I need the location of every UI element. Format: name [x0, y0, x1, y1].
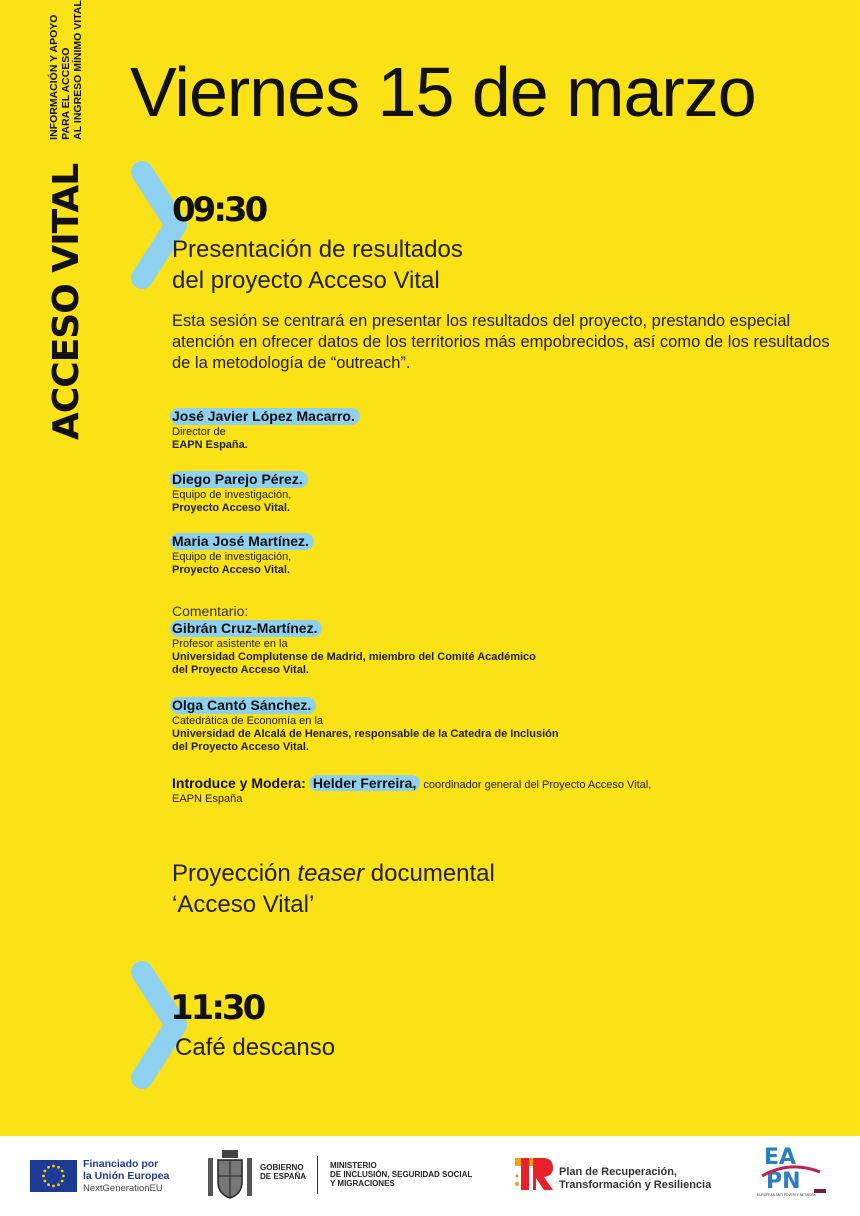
commenter-role: Catedrática de Economía en la — [172, 715, 324, 727]
svg-text:EA: EA — [764, 1145, 797, 1170]
brand-tagline: INFORMACIÓN Y APOYO PARA EL ACCESO AL INGRESO MÍNIMO VITAL — [48, 0, 84, 140]
commenter-org: del Proyecto Acceso Vital. — [172, 664, 309, 676]
session-time: 11:30 — [170, 988, 264, 1028]
eapn-logo-icon — [760, 1142, 828, 1194]
session-title: Presentación de resultados del proyecto Acceso Vital — [172, 236, 463, 294]
moderator-name: Helder Ferreira, — [309, 775, 421, 791]
ministerio-text: MINISTERIO DE INCLUSIÓN, SEGURIDAD SOCIAL Y MIGRACIONES — [330, 1161, 473, 1188]
footer-logos — [0, 1136, 860, 1216]
plan-recuperacion-logo-icon — [513, 1154, 555, 1194]
speaker-name: José Javier López Macarro. — [170, 408, 360, 425]
moderator — [172, 776, 651, 806]
comment-label: Comentario: — [172, 603, 249, 619]
session-title: Café descanso — [175, 1034, 336, 1061]
speaker-org: Proyecto Acceso Vital. — [172, 502, 290, 514]
moderator-org: EAPN España — [172, 793, 243, 805]
commenter — [172, 697, 559, 754]
page-title: Viernes 15 de marzo — [130, 53, 756, 131]
speaker-role: Director de — [172, 426, 226, 438]
svg-text:PN: PN — [766, 1169, 801, 1194]
gobierno-text: GOBIERNO DE ESPAÑA — [260, 1163, 307, 1181]
speaker-name: Diego Parejo Pérez. — [170, 471, 308, 488]
speaker-org: EAPN España. — [172, 439, 248, 451]
commenter-role: Profesor asistente en la — [172, 638, 288, 650]
divider — [317, 1156, 318, 1194]
moderator-label: Introduce y Modera: — [172, 775, 306, 791]
coat-of-arms-icon — [205, 1148, 255, 1202]
brand-vertical — [38, 0, 94, 440]
speaker — [172, 533, 314, 577]
eapn-network-text: EUROPEAN ANTI POVERTY NETWORK — [757, 1193, 817, 1197]
session-time: 09:30 — [172, 190, 266, 230]
plan-text: Plan de Recuperación, Transformación y Resiliencia — [559, 1166, 712, 1191]
commenter-org: Universidad de Alcalá de Henares, responsable de la Catedra de Inclusión — [172, 728, 559, 740]
session-description: Esta sesión se centrará en presentar los resultados del proyecto, prestando especial atención en ofrecer datos de los territorios más empobrecidos, así como de los resultados de la metodología de “outreach”. — [172, 312, 830, 372]
speaker-role: Equipo de investigación, — [172, 489, 292, 501]
eu-funding-text: Financiado por la Unión Europea NextGenerationEU — [83, 1158, 170, 1194]
moderator-role: coordinador general del Proyecto Acceso Vital, — [423, 779, 652, 791]
speaker-org: Proyecto Acceso Vital. — [172, 564, 290, 576]
speaker-role: Equipo de investigación, — [172, 551, 292, 563]
brand-name: ACCESO VITAL — [45, 163, 87, 440]
eu-flag-icon — [30, 1160, 77, 1192]
commenter-name: Gibrán Cruz-Martínez. — [170, 620, 322, 637]
commenter — [172, 620, 536, 677]
commenter-org: Universidad Complutense de Madrid, miembro del Comité Académico — [172, 651, 536, 663]
speaker — [172, 471, 308, 515]
commenter-org: del Proyecto Acceso Vital. — [172, 741, 309, 753]
speaker-name: Maria José Martínez. — [170, 533, 314, 550]
commenter-name: Olga Cantó Sánchez. — [170, 697, 316, 714]
speaker — [172, 408, 360, 452]
teaser-title: Proyección teaser documental ‘Acceso Vital’ — [172, 860, 495, 918]
